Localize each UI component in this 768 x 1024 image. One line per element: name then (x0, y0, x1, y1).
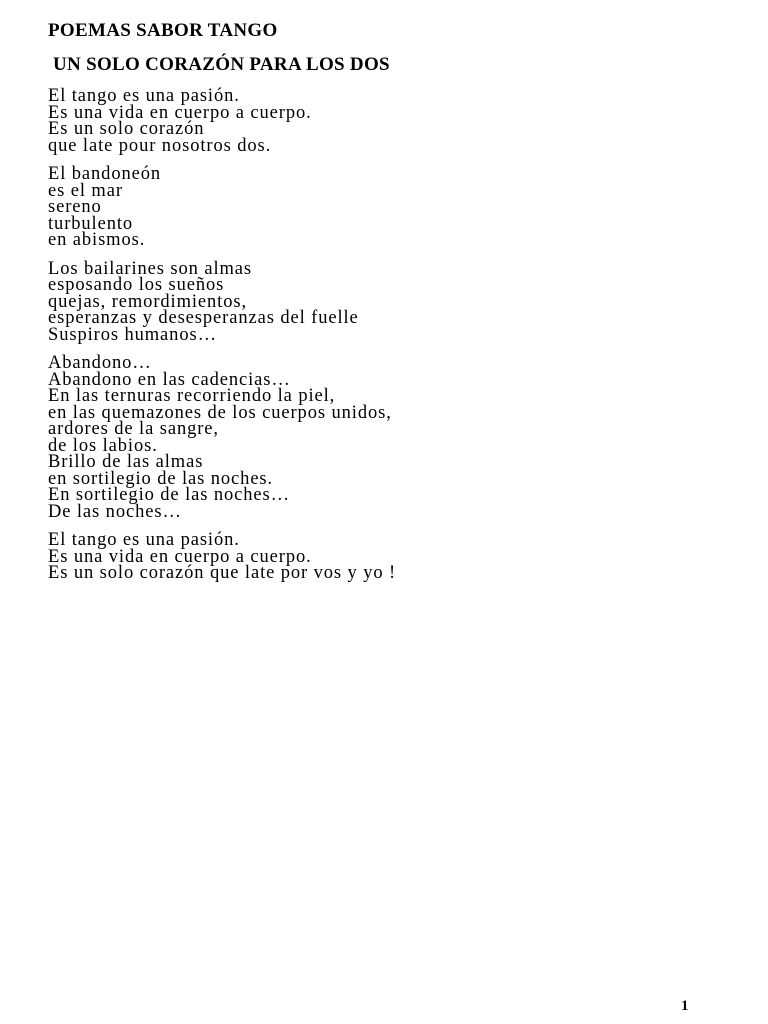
document-title: POEMAS SABOR TANGO (48, 20, 278, 41)
poem-line: ardores de la sangre, (48, 419, 219, 439)
stanza (48, 88, 748, 154)
poem-line: El tango es una pasión. (48, 530, 240, 550)
poem-line: quejas, remordimientos, (48, 291, 247, 312)
poem-line: en las quemazones de los cuerpos unidos, (48, 402, 392, 423)
stanza (48, 532, 748, 582)
poem-line: en abismos. (48, 230, 146, 250)
poem-line: Los bailarines son almas (48, 258, 252, 279)
poem-line: turbulento (48, 213, 134, 234)
poem-line: que late pour nosotros dos. (48, 135, 272, 156)
poem-line: Brillo de las almas (48, 452, 204, 472)
poem-line: Abandono en las cadencias… (48, 369, 291, 390)
poem-line: de los labios. (48, 435, 158, 456)
poem-line: El bandoneón (48, 164, 162, 184)
poem-line: esperanzas y desesperanzas del fuelle (48, 308, 359, 328)
poem-line: En sortilegio de las noches… (48, 485, 291, 505)
stanza (48, 355, 748, 520)
poem-line: esposando los sueños (48, 275, 225, 295)
poem-line: De las noches… (48, 501, 182, 522)
poem-line: En las ternuras recorriendo la piel, (48, 386, 336, 406)
poem-line: Es una vida en cuerpo a cuerpo. (48, 546, 312, 567)
poem-line: Es un solo corazón que late por vos y yo ! (48, 563, 397, 583)
page-number: 1 (681, 998, 689, 1014)
poem-line: Abandono… (48, 353, 152, 373)
poem-line: Suspiros humanos… (48, 324, 217, 345)
poem-line: Es una vida en cuerpo a cuerpo. (48, 102, 312, 123)
poem-body (48, 88, 748, 594)
poem-title: UN SOLO CORAZÓN PARA LOS DOS (53, 54, 390, 75)
poem-line: en sortilegio de las noches. (48, 468, 274, 489)
poem-line: es el mar (48, 180, 123, 201)
poem-line: sereno (48, 197, 102, 217)
stanza (48, 258, 748, 345)
poem-line: El tango es una pasión. (48, 86, 240, 106)
stanza (48, 166, 748, 249)
poem-line: Es un solo corazón (48, 119, 205, 139)
